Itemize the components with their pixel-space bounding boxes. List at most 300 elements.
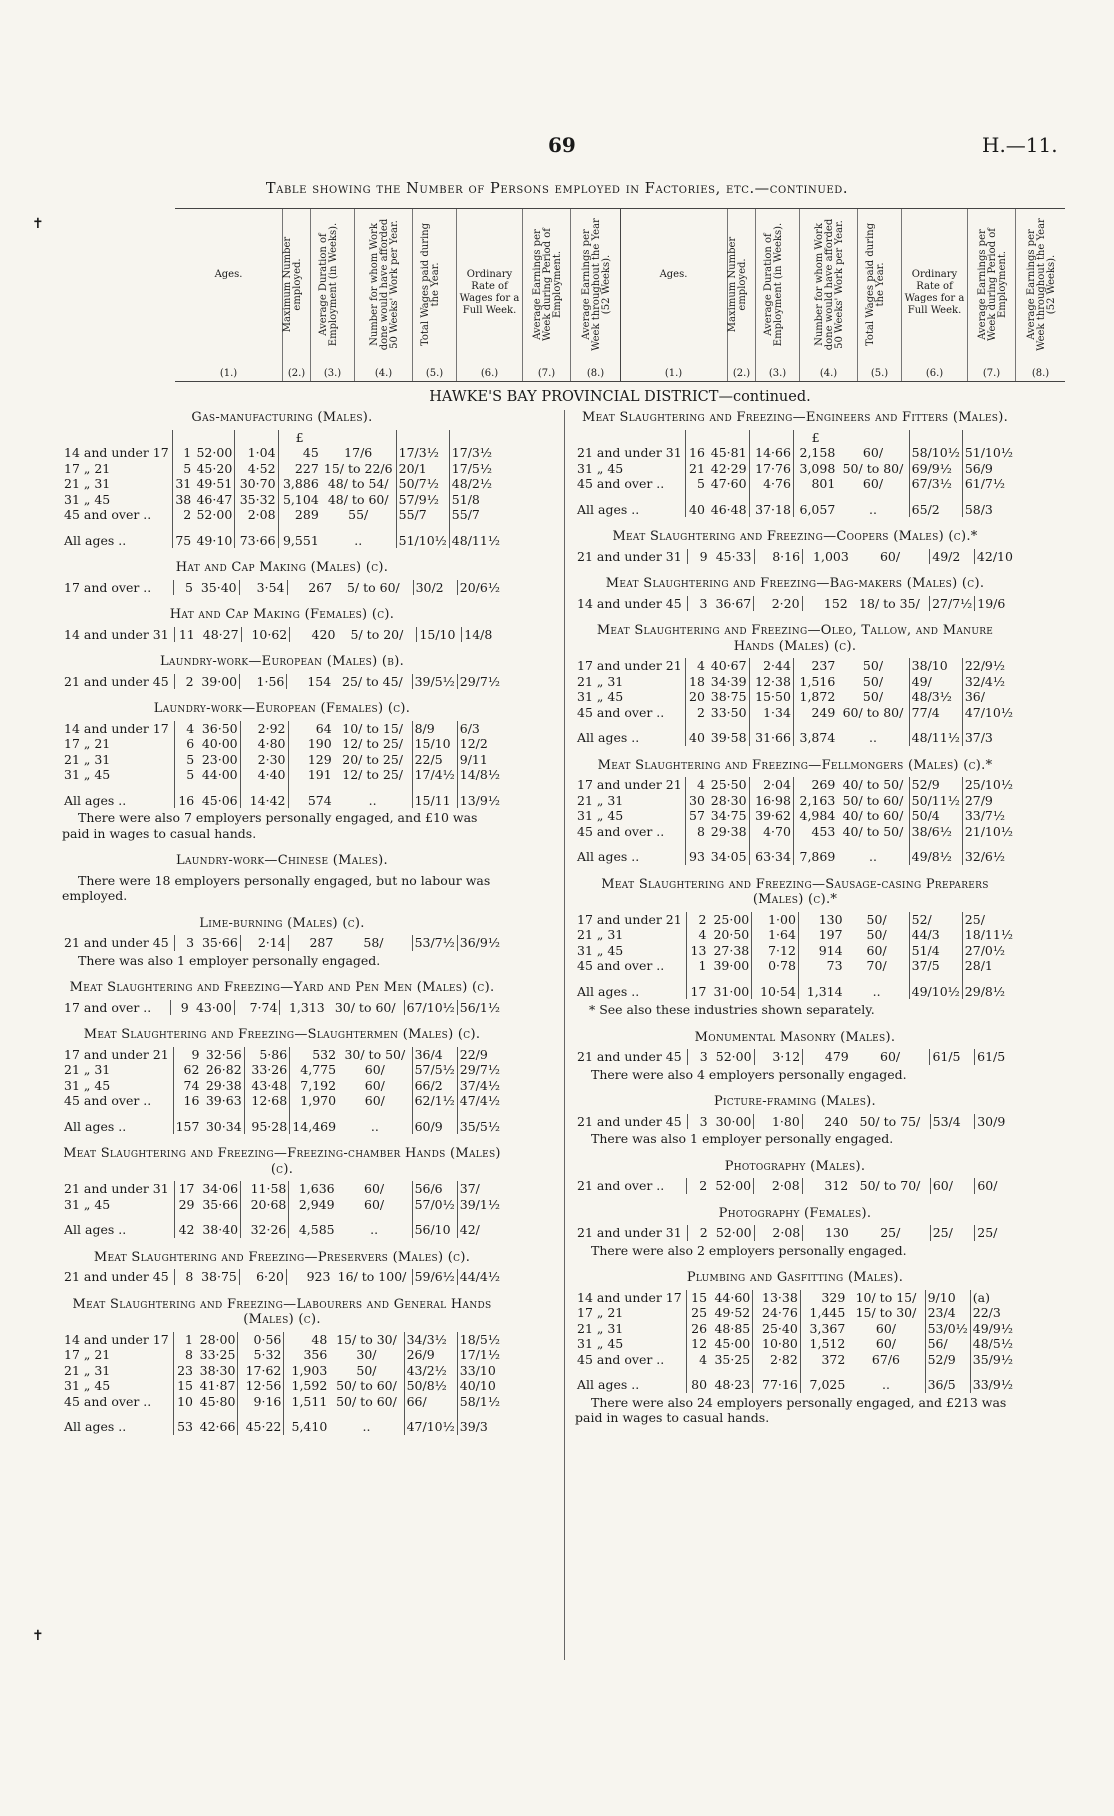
cell-col-3: 34·06 xyxy=(202,1181,239,1196)
cell-col-5: 453 xyxy=(793,824,837,840)
table-row xyxy=(62,627,502,643)
cell-col-2: 5 xyxy=(174,767,196,783)
cell-col-6: 30/ to 60/ xyxy=(334,999,396,1015)
cell-col-5: 356 xyxy=(284,1347,329,1363)
cell-col-4: 16·98 xyxy=(749,793,793,809)
cell-col-4: 2·30 xyxy=(240,752,288,768)
cell-col-5: 267 xyxy=(287,580,334,596)
cell-col-5: 152 xyxy=(802,596,850,612)
cell-col-7: 66/ xyxy=(404,1394,457,1410)
cell-col-1: 14 and under 17 xyxy=(64,720,169,736)
cell-col-4: 32·26 xyxy=(241,1219,289,1238)
cell-col-4: 95·28 xyxy=(244,1116,290,1135)
totals-row xyxy=(575,499,1015,518)
data-table xyxy=(575,1290,1015,1393)
cell-col-1: 45 and over .. xyxy=(577,958,665,973)
cell-col-7: 36/5 xyxy=(925,1374,970,1393)
cell-col-1: 21 „ 31 xyxy=(577,673,624,689)
cell-col-2: 4 xyxy=(686,658,707,674)
header-col-6-left xyxy=(457,209,523,381)
cell-col-4: 10·54 xyxy=(752,981,799,1000)
cell-col-4: 4·40 xyxy=(240,767,288,783)
table-row xyxy=(62,1197,502,1213)
cell-col-1: 17 and under 21 xyxy=(64,1046,169,1062)
cell-col-4: 2·08 xyxy=(754,1225,803,1241)
table-row xyxy=(62,935,502,951)
cell-col-3: 43·00 xyxy=(195,999,232,1015)
cell-col-5: 7,192 xyxy=(290,1078,338,1094)
cell-col-4: 1·80 xyxy=(754,1114,802,1130)
cell-col-4: 2·08 xyxy=(754,1178,803,1194)
section-title: Picture-framing (Males). xyxy=(713,1094,876,1109)
cell-col-7: 61/5 xyxy=(930,1049,975,1065)
table-row xyxy=(575,1225,1015,1241)
pound-unit: £ xyxy=(278,430,321,446)
cell-col-1: 31 „ 45 xyxy=(64,491,111,507)
cell-col-8: 37/4½ xyxy=(457,1078,502,1094)
table-row xyxy=(575,476,1015,492)
data-table xyxy=(62,721,502,809)
header-col-8-right xyxy=(1016,209,1065,381)
cell-col-8: 20/6½ xyxy=(457,580,502,596)
cell-col-2: 8 xyxy=(686,824,707,840)
table-row xyxy=(62,736,502,752)
cell-col-4: 15·50 xyxy=(749,689,793,705)
cell-col-5: 237 xyxy=(793,658,837,674)
cell-col-4: 63·34 xyxy=(749,846,793,865)
cell-col-3: 47·60 xyxy=(710,476,747,491)
cell-col-2: 23 xyxy=(173,1363,195,1379)
cell-col-3: 30·00 xyxy=(715,1113,752,1129)
cell-col-3: 29·38 xyxy=(710,823,747,839)
spacer-row xyxy=(62,1109,502,1116)
cell-col-6: 30/ to 50/ xyxy=(344,1046,406,1062)
table-row xyxy=(62,1181,502,1197)
cell-col-2: 1 xyxy=(172,445,193,461)
cell-col-6: .. xyxy=(869,849,877,864)
cell-col-8: 33/9½ xyxy=(970,1374,1015,1393)
cell-col-1: 21 and under 31 xyxy=(64,1181,169,1196)
spacer-row xyxy=(62,523,502,530)
cell-col-3: 28·00 xyxy=(199,1331,236,1347)
spacer-row xyxy=(575,974,1015,981)
cell-col-4: 3·54 xyxy=(239,580,287,596)
cell-col-2: 3 xyxy=(687,1114,709,1130)
cell-col-8: 17/1½ xyxy=(457,1347,502,1363)
cell-col-7: 55/7 xyxy=(396,507,449,523)
cell-col-2: 9 xyxy=(170,1000,190,1016)
cell-col-7: 60/9 xyxy=(412,1116,457,1135)
cell-col-6: 60/ xyxy=(866,942,887,958)
cell-col-6: 15/ to 30/ xyxy=(855,1305,917,1320)
footnote: * See also these industries shown separately. xyxy=(589,1002,875,1017)
cell-col-6: .. xyxy=(354,532,363,548)
cell-col-7: 8/9 xyxy=(412,721,457,737)
section-title: Hat and Cap Making (Males) (c). xyxy=(175,560,389,575)
cell-col-7: 9/10 xyxy=(925,1290,970,1306)
header-col-1-right xyxy=(620,209,728,381)
left-column xyxy=(62,410,502,1435)
header-number: (6.) xyxy=(925,368,944,379)
cell-col-2: 30 xyxy=(686,793,707,809)
cell-col-2: 25 xyxy=(687,1305,709,1321)
cell-col-7: 22/5 xyxy=(412,752,457,768)
cell-col-8: 17/5½ xyxy=(449,461,502,477)
table-row xyxy=(575,1178,1015,1194)
cell-col-2: 4 xyxy=(687,927,709,943)
cell-col-8: 14/8½ xyxy=(457,767,502,783)
table-row xyxy=(62,674,502,690)
header-label: Average Duration of Employment (in Weeks). xyxy=(317,222,339,347)
cell-col-2: 4 xyxy=(687,1352,709,1368)
cell-col-6: 60/ to 80/ xyxy=(842,704,904,720)
cell-col-1: 21 and under 31 xyxy=(577,445,682,460)
cell-col-3: 42·29 xyxy=(710,460,747,476)
cell-col-7: 50/11½ xyxy=(909,793,962,809)
totals-row xyxy=(62,1219,502,1238)
cell-col-2: 31 xyxy=(172,476,193,492)
cell-col-5: 9,551 xyxy=(278,530,321,549)
cell-col-1: 14 and under 45 xyxy=(577,595,682,611)
cell-col-1: All ages .. xyxy=(64,1419,127,1434)
cell-col-7: 60/ xyxy=(930,1178,975,1194)
cell-col-8: 18/11½ xyxy=(962,927,1015,943)
table-row xyxy=(575,793,1015,809)
cell-col-2: 2 xyxy=(687,1178,709,1194)
table-row xyxy=(575,1305,1015,1321)
header-number: (4.) xyxy=(819,368,838,379)
header-col-3-right xyxy=(756,209,800,381)
cell-col-6: 18/ to 35/ xyxy=(859,595,920,611)
cell-col-5: 420 xyxy=(290,627,338,643)
cell-col-8: 58/3 xyxy=(962,499,1015,518)
cell-col-5: 3,886 xyxy=(278,476,321,492)
cell-col-6: 10/ to 15/ xyxy=(342,720,403,736)
cell-col-8: 27/0½ xyxy=(962,943,1015,959)
cell-col-7: 38/10 xyxy=(909,658,962,674)
margin-mark: ✝ xyxy=(32,1628,44,1644)
table-row xyxy=(575,1336,1015,1352)
cell-col-7: 62/1½ xyxy=(412,1093,457,1109)
cell-col-2: 21 xyxy=(686,461,707,477)
cell-col-1: 17 „ 21 xyxy=(64,460,111,476)
cell-col-6: 60/ xyxy=(364,1062,385,1077)
cell-col-7: 67/10½ xyxy=(404,1000,457,1016)
table-row xyxy=(62,1332,502,1348)
cell-col-2: 3 xyxy=(687,596,709,612)
data-table xyxy=(62,430,502,549)
data-table xyxy=(62,674,502,690)
table-row xyxy=(575,777,1015,793)
cell-col-7: 20/1 xyxy=(396,461,449,477)
cell-col-8: 22/9 xyxy=(457,1047,502,1063)
section-note: There were also 2 employers personally engaged. xyxy=(591,1242,907,1258)
cell-col-3: 39·00 xyxy=(713,958,750,973)
cell-col-3: 45·33 xyxy=(715,548,752,564)
cell-col-6: 60/ xyxy=(364,1093,385,1108)
cell-col-7: 37/5 xyxy=(909,958,962,974)
table-row xyxy=(62,1000,502,1016)
cell-col-2: 5 xyxy=(173,580,195,596)
cell-col-7: 36/4 xyxy=(412,1047,457,1063)
cell-col-3: 31·00 xyxy=(713,983,750,999)
header-label: Ages. xyxy=(659,269,688,280)
cell-col-2: 4 xyxy=(686,777,707,793)
cell-col-7: 49/2 xyxy=(930,549,975,565)
right-column xyxy=(575,410,1015,1428)
totals-row xyxy=(575,981,1015,1000)
cell-col-2: 2 xyxy=(687,1225,709,1241)
spacer-row xyxy=(575,492,1015,499)
cell-col-6: 50/ xyxy=(862,673,884,689)
cell-col-4: 10·80 xyxy=(753,1336,801,1352)
header-number: (6.) xyxy=(480,368,499,379)
cell-col-2: 2 xyxy=(686,705,707,721)
cell-col-3: 36·50 xyxy=(201,720,238,736)
cell-col-2: 2 xyxy=(172,507,193,523)
cell-col-4: 4·70 xyxy=(749,824,793,840)
cell-col-6: 5/ to 20/ xyxy=(350,626,404,642)
cell-col-5: 532 xyxy=(290,1047,338,1063)
cell-col-3: 46·47 xyxy=(196,491,233,507)
cell-col-6: 60/ xyxy=(862,445,884,460)
cell-col-1: 21 „ 31 xyxy=(64,1062,111,1077)
cell-col-6: 60/ xyxy=(364,1181,385,1196)
table-row xyxy=(575,927,1015,943)
cell-col-1: All ages .. xyxy=(577,501,640,517)
cell-col-4: 7·74 xyxy=(234,1000,280,1016)
table-row xyxy=(575,1290,1015,1306)
cell-col-6: .. xyxy=(872,983,881,999)
cell-col-3: 45·06 xyxy=(201,792,238,808)
section-title: Meat Slaughtering and Freezing—Engineers and Fitters (Males). xyxy=(581,410,1009,425)
cell-col-7: 51/4 xyxy=(909,943,962,959)
column-divider xyxy=(564,410,565,1660)
cell-col-6: 50/ xyxy=(866,927,887,942)
section-title: Meat Slaughtering and Freezing—Fellmongers (Males) (c).* xyxy=(597,757,993,773)
cell-col-5: 191 xyxy=(288,767,334,783)
cell-col-1: 21 and under 45 xyxy=(577,1049,682,1064)
cell-col-6: 60/ xyxy=(875,1336,897,1351)
cell-col-3: 30·34 xyxy=(205,1118,242,1134)
cell-col-5: 372 xyxy=(800,1352,847,1368)
cell-col-4: 12·38 xyxy=(749,674,793,690)
cell-col-7: 15/10 xyxy=(412,736,457,752)
cell-col-7: 15/11 xyxy=(412,790,457,809)
cell-col-7: 50/7½ xyxy=(396,476,449,492)
cell-col-8: 56/1½ xyxy=(457,1000,502,1016)
header-label: Average Earnings per Week throughout the Year (52 Weeks). xyxy=(1025,218,1057,351)
cell-col-6: 10/ to 15/ xyxy=(855,1289,917,1305)
table-row xyxy=(575,1049,1015,1065)
totals-row xyxy=(62,530,502,549)
cell-col-5: 45 xyxy=(278,445,321,461)
data-table xyxy=(575,1049,1015,1065)
cell-col-5: 3,367 xyxy=(800,1321,847,1337)
cell-col-3: 35·66 xyxy=(201,935,238,950)
cell-col-8: 33/7½ xyxy=(962,808,1015,824)
cell-col-1: 21 and under 45 xyxy=(577,1113,682,1129)
cell-col-3: 41·87 xyxy=(199,1378,236,1393)
cell-col-2: 80 xyxy=(687,1374,709,1393)
cell-col-7: 17/4½ xyxy=(412,767,457,783)
cell-col-2: 40 xyxy=(686,727,707,746)
cell-col-2: 26 xyxy=(687,1321,709,1337)
cell-col-1: All ages .. xyxy=(577,849,640,864)
section-title: Meat Slaughtering and Freezing—Oleo, Tallow, and Manure Hands (Males) (c). xyxy=(596,623,994,654)
cell-col-4: 14·42 xyxy=(240,790,288,809)
cell-col-7: 57/9½ xyxy=(396,492,449,508)
totals-row xyxy=(575,1374,1015,1393)
cell-col-7: 56/ xyxy=(925,1336,970,1352)
header-label: Ordinary Rate of Wages for a Full Week. xyxy=(459,269,520,316)
cell-col-5: 312 xyxy=(802,1178,850,1194)
cell-col-7: 52/ xyxy=(909,912,962,928)
cell-col-6: 15/ to 22/6 xyxy=(323,460,393,476)
table-row xyxy=(575,461,1015,477)
cell-col-8: 29/7½ xyxy=(457,674,502,690)
cell-col-8: 35/5½ xyxy=(457,1116,502,1135)
header-number: (8.) xyxy=(1031,368,1050,379)
cell-col-4: 0·78 xyxy=(752,958,799,974)
cell-col-1: 31 „ 45 xyxy=(577,1336,624,1351)
cell-col-5: 269 xyxy=(793,777,837,793)
cell-col-7: 47/10½ xyxy=(404,1416,457,1435)
cell-col-6: 60/ xyxy=(364,1196,385,1212)
cell-col-1: 17 and over .. xyxy=(64,579,152,595)
cell-col-7: 43/2½ xyxy=(404,1363,457,1379)
cell-col-8: 35/9½ xyxy=(970,1352,1015,1368)
cell-col-8: (a) xyxy=(970,1290,1015,1306)
cell-col-3: 48·23 xyxy=(714,1377,751,1392)
cell-col-2: 18 xyxy=(686,674,707,690)
cell-col-6: 60/ xyxy=(862,476,884,491)
header-label: Total Wages paid during the Year. xyxy=(419,222,441,347)
table-row xyxy=(62,580,502,596)
cell-col-5: 4,585 xyxy=(289,1219,337,1238)
header-col-6-right xyxy=(902,209,968,381)
cell-col-2: 53 xyxy=(173,1416,195,1435)
cell-col-8: 25/ xyxy=(962,912,1015,928)
cell-col-8: 47/10½ xyxy=(962,705,1015,721)
cell-col-4: 12·56 xyxy=(238,1378,284,1394)
cell-col-7: 56/6 xyxy=(412,1181,457,1197)
table-row xyxy=(62,752,502,768)
header-col-5-left xyxy=(413,209,457,381)
cell-col-7: 59/6½ xyxy=(412,1269,457,1285)
cell-col-7: 53/7½ xyxy=(412,935,457,951)
cell-col-6: 15/ to 30/ xyxy=(336,1331,397,1347)
cell-col-5: 1,903 xyxy=(284,1363,329,1379)
cell-col-7: 44/3 xyxy=(909,927,962,943)
section-note: There was also 1 employer personally engaged. xyxy=(591,1131,894,1146)
cell-col-4: 1·56 xyxy=(240,674,287,690)
cell-col-3: 34·05 xyxy=(710,849,747,864)
cell-col-2: 12 xyxy=(687,1336,709,1352)
page-number: 69 xyxy=(548,133,576,157)
table-row xyxy=(62,1078,502,1094)
table-row xyxy=(62,461,502,477)
header-number: (5.) xyxy=(425,368,444,379)
header-col-2-left xyxy=(283,209,311,381)
table-row xyxy=(62,445,502,461)
cell-col-5: 923 xyxy=(286,1269,332,1285)
cell-col-1: 45 and over .. xyxy=(64,507,152,522)
cell-col-1: 17 „ 21 xyxy=(577,1305,624,1320)
cell-col-5: 3,098 xyxy=(793,461,837,477)
cell-col-8: 13/9½ xyxy=(457,790,502,809)
cell-col-4: 8·16 xyxy=(754,549,803,565)
cell-col-6: 48/ to 60/ xyxy=(327,491,389,507)
cell-col-7: 57/0½ xyxy=(412,1197,457,1213)
cell-col-7: 77/4 xyxy=(909,705,962,721)
cell-col-8: 9/11 xyxy=(457,752,502,768)
cell-col-8: 61/7½ xyxy=(962,476,1015,492)
section-title: Gas-manufacturing (Males). xyxy=(191,410,373,425)
cell-col-4: 37·18 xyxy=(749,499,793,518)
cell-col-4: 2·14 xyxy=(240,935,288,951)
cell-col-3: 48·85 xyxy=(714,1320,751,1336)
cell-col-4: 20·68 xyxy=(241,1197,289,1213)
cell-col-3: 48·27 xyxy=(202,626,239,642)
cell-col-8: 37/ xyxy=(457,1181,502,1197)
cell-col-2: 3 xyxy=(687,1049,709,1065)
cell-col-2: 5 xyxy=(174,752,196,768)
cell-col-1: All ages .. xyxy=(577,730,640,745)
cell-col-7: 27/7½ xyxy=(930,596,975,612)
cell-col-4: 33·26 xyxy=(244,1062,290,1078)
cell-col-1: 21 „ 31 xyxy=(64,476,111,491)
cell-col-8: 48/5½ xyxy=(970,1336,1015,1352)
header-label: Number for whom Work done would have afforded 50 Weeks' Work per Year. xyxy=(813,218,845,351)
cell-col-6: 50/ xyxy=(356,1362,377,1378)
table-row xyxy=(575,808,1015,824)
cell-col-8: 48/11½ xyxy=(449,530,502,549)
cell-col-3: 38·40 xyxy=(202,1222,239,1237)
cell-col-1: 21 „ 31 xyxy=(577,1320,624,1336)
cell-col-4: 2·82 xyxy=(753,1352,801,1368)
cell-col-5: 130 xyxy=(803,1225,851,1241)
cell-col-6: 48/ to 54/ xyxy=(327,476,389,491)
cell-col-2: 5 xyxy=(686,476,707,492)
cell-col-3: 44·00 xyxy=(201,767,238,782)
cell-col-7: 65/2 xyxy=(909,499,962,518)
cell-col-4: 2·04 xyxy=(749,777,793,793)
cell-col-5: 129 xyxy=(288,752,334,768)
cell-col-6: 5/ to 60/ xyxy=(346,579,400,595)
cell-col-2: 5 xyxy=(172,461,193,477)
cell-col-6: 16/ to 100/ xyxy=(337,1269,407,1284)
cell-col-1: All ages .. xyxy=(64,1118,127,1134)
cell-col-8: 22/3 xyxy=(970,1305,1015,1321)
cell-col-8: 18/5½ xyxy=(457,1332,502,1348)
cell-col-8: 19/6 xyxy=(975,596,1015,612)
cell-col-6: 58/ xyxy=(363,935,384,950)
cell-col-6: 20/ to 25/ xyxy=(342,751,403,767)
table-row xyxy=(575,943,1015,959)
cell-col-1: 31 „ 45 xyxy=(577,808,624,823)
data-table xyxy=(575,430,1015,518)
cell-col-4: 17·76 xyxy=(749,461,793,477)
header-number: (3.) xyxy=(323,368,342,379)
cell-col-2: 9 xyxy=(173,1047,201,1063)
cell-col-7: 26/9 xyxy=(404,1347,457,1363)
table-row xyxy=(62,476,502,492)
header-label: Average Earnings per Week during Period of Employment. xyxy=(531,228,563,341)
cell-col-8: 51/10½ xyxy=(962,445,1015,461)
cell-col-6: 60/ xyxy=(880,1049,901,1064)
cell-col-8: 56/9 xyxy=(962,461,1015,477)
